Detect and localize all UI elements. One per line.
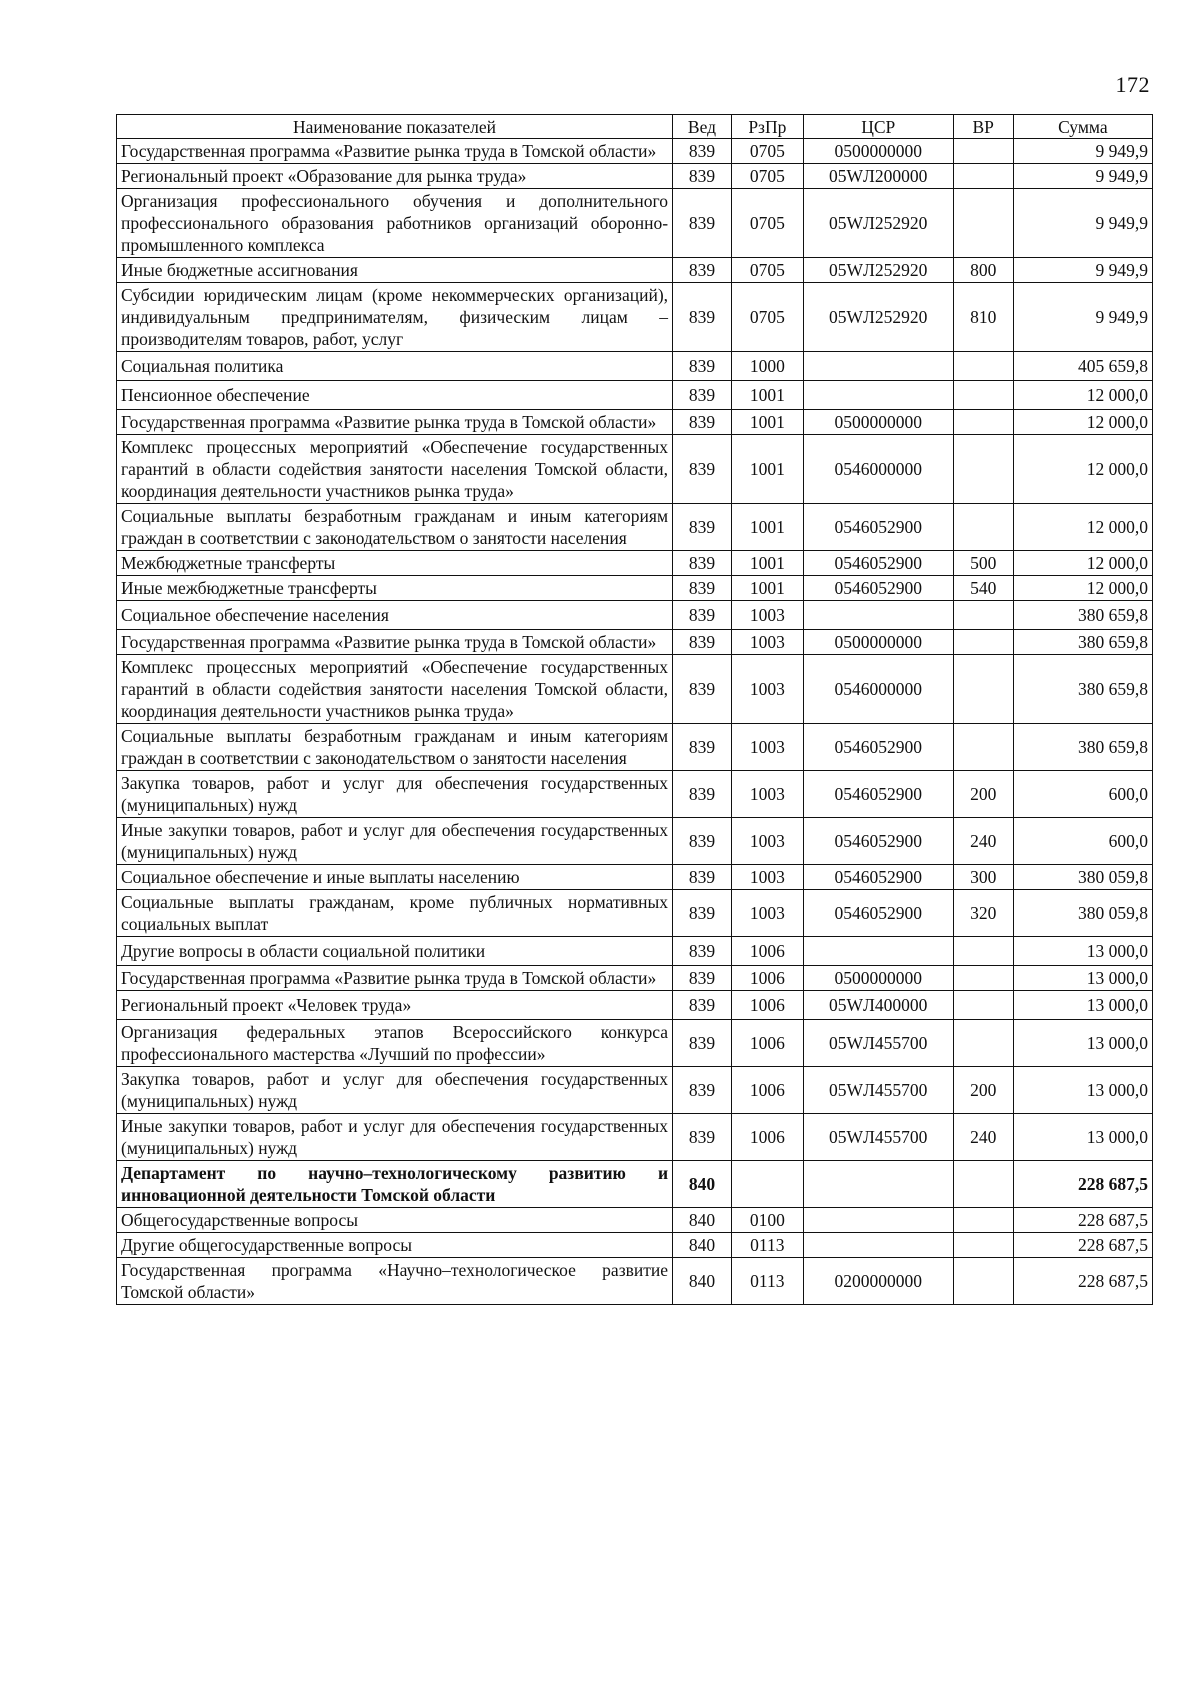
row-vr-cell — [953, 655, 1013, 724]
row-rzpr-cell — [731, 1161, 803, 1208]
row-csr-cell — [803, 381, 953, 410]
row-sum-cell: 9 949,9 — [1013, 189, 1152, 258]
row-ved-cell: 839 — [673, 771, 732, 818]
row-sum-cell: 380 059,8 — [1013, 865, 1152, 890]
row-sum-cell: 405 659,8 — [1013, 352, 1152, 381]
row-name-cell: Департамент по научно–технологическому развитию и инновационной деятельности Томской области — [117, 1161, 673, 1208]
row-csr-cell: 0500000000 — [803, 410, 953, 435]
row-vr-cell — [953, 410, 1013, 435]
row-rzpr-cell: 1003 — [731, 601, 803, 630]
row-vr-cell — [953, 139, 1013, 164]
row-sum-cell: 13 000,0 — [1013, 937, 1152, 966]
table-row — [117, 1114, 1153, 1161]
row-sum-cell: 228 687,5 — [1013, 1258, 1152, 1305]
row-vr-cell: 240 — [953, 818, 1013, 865]
row-sum-cell: 228 687,5 — [1013, 1208, 1152, 1233]
row-ved-cell: 839 — [673, 1067, 732, 1114]
table-row — [117, 1020, 1153, 1067]
table-row — [117, 164, 1153, 189]
row-vr-cell — [953, 991, 1013, 1020]
row-name-cell: Государственная программа «Научно–технологическое развитие Томской области» — [117, 1258, 673, 1305]
row-rzpr-cell: 1001 — [731, 381, 803, 410]
table-row — [117, 504, 1153, 551]
row-vr-cell — [953, 352, 1013, 381]
table-row — [117, 258, 1153, 283]
row-name-cell: Закупка товаров, работ и услуг для обеспечения государственных (муниципальных) нужд — [117, 771, 673, 818]
row-csr-cell — [803, 1233, 953, 1258]
row-ved-cell: 839 — [673, 630, 732, 655]
row-vr-cell: 200 — [953, 771, 1013, 818]
row-rzpr-cell: 1006 — [731, 1114, 803, 1161]
row-sum-cell: 12 000,0 — [1013, 551, 1152, 576]
row-name-cell: Субсидии юридическим лицам (кроме некоммерческих организаций), индивидуальным предпринимателям, физическим лицам – производителям товаров, работ, услуг — [117, 283, 673, 352]
row-sum-cell: 12 000,0 — [1013, 576, 1152, 601]
row-name-cell: Межбюджетные трансферты — [117, 551, 673, 576]
row-csr-cell: 05WЛ200000 — [803, 164, 953, 189]
table-row — [117, 1233, 1153, 1258]
row-csr-cell: 0546052900 — [803, 504, 953, 551]
row-rzpr-cell: 1006 — [731, 1020, 803, 1067]
row-vr-cell: 800 — [953, 258, 1013, 283]
row-csr-cell: 0200000000 — [803, 1258, 953, 1305]
row-csr-cell: 0500000000 — [803, 966, 953, 991]
row-vr-cell: 300 — [953, 865, 1013, 890]
row-csr-cell: 0546052900 — [803, 865, 953, 890]
table-row — [117, 352, 1153, 381]
row-rzpr-cell: 0705 — [731, 258, 803, 283]
row-sum-cell: 13 000,0 — [1013, 1020, 1152, 1067]
row-sum-cell: 380 059,8 — [1013, 890, 1152, 937]
row-sum-cell: 13 000,0 — [1013, 966, 1152, 991]
row-rzpr-cell: 1006 — [731, 1067, 803, 1114]
row-name-cell: Пенсионное обеспечение — [117, 381, 673, 410]
row-rzpr-cell: 1003 — [731, 724, 803, 771]
table-row — [117, 1067, 1153, 1114]
row-csr-cell: 05WЛ252920 — [803, 283, 953, 352]
row-rzpr-cell: 1001 — [731, 504, 803, 551]
column-header-sum: Сумма — [1013, 115, 1152, 139]
row-sum-cell: 600,0 — [1013, 818, 1152, 865]
row-sum-cell: 9 949,9 — [1013, 283, 1152, 352]
row-name-cell: Социальное обеспечение населения — [117, 601, 673, 630]
row-ved-cell: 839 — [673, 1114, 732, 1161]
row-csr-cell — [803, 601, 953, 630]
table-row — [117, 724, 1153, 771]
table-row — [117, 576, 1153, 601]
row-ved-cell: 839 — [673, 724, 732, 771]
row-ved-cell: 839 — [673, 189, 732, 258]
row-name-cell: Общегосударственные вопросы — [117, 1208, 673, 1233]
row-csr-cell: 0546052900 — [803, 576, 953, 601]
row-ved-cell: 839 — [673, 381, 732, 410]
row-name-cell: Организация профессионального обучения и дополнительного профессионального образования работников организаций оборонно-промышленного комплекса — [117, 189, 673, 258]
row-csr-cell: 0500000000 — [803, 139, 953, 164]
row-csr-cell: 05WЛ455700 — [803, 1114, 953, 1161]
row-vr-cell: 540 — [953, 576, 1013, 601]
row-ved-cell: 839 — [673, 1020, 732, 1067]
row-sum-cell: 12 000,0 — [1013, 381, 1152, 410]
table-row — [117, 771, 1153, 818]
row-rzpr-cell: 1003 — [731, 771, 803, 818]
row-ved-cell: 839 — [673, 601, 732, 630]
row-vr-cell — [953, 504, 1013, 551]
row-rzpr-cell: 1006 — [731, 937, 803, 966]
row-ved-cell: 839 — [673, 352, 732, 381]
row-rzpr-cell: 1003 — [731, 655, 803, 724]
row-ved-cell: 839 — [673, 991, 732, 1020]
row-sum-cell: 9 949,9 — [1013, 139, 1152, 164]
row-ved-cell: 839 — [673, 576, 732, 601]
row-vr-cell: 500 — [953, 551, 1013, 576]
table-row — [117, 410, 1153, 435]
row-csr-cell: 05WЛ455700 — [803, 1020, 953, 1067]
row-ved-cell: 839 — [673, 818, 732, 865]
row-csr-cell: 05WЛ252920 — [803, 189, 953, 258]
row-vr-cell — [953, 164, 1013, 189]
row-vr-cell — [953, 381, 1013, 410]
row-vr-cell: 320 — [953, 890, 1013, 937]
row-csr-cell: 0546000000 — [803, 435, 953, 504]
table-row — [117, 1208, 1153, 1233]
row-sum-cell: 380 659,8 — [1013, 601, 1152, 630]
row-ved-cell: 840 — [673, 1233, 732, 1258]
row-name-cell: Комплекс процессных мероприятий «Обеспечение государственных гарантий в области содействия занятости населения Томской области, координация деятельности участников рынка труда» — [117, 435, 673, 504]
row-name-cell: Региональный проект «Человек труда» — [117, 991, 673, 1020]
row-ved-cell: 840 — [673, 1258, 732, 1305]
row-sum-cell: 380 659,8 — [1013, 630, 1152, 655]
row-name-cell: Государственная программа «Развитие рынка труда в Томской области» — [117, 139, 673, 164]
row-rzpr-cell: 1001 — [731, 576, 803, 601]
row-sum-cell: 9 949,9 — [1013, 258, 1152, 283]
row-name-cell: Социальные выплаты гражданам, кроме публичных нормативных социальных выплат — [117, 890, 673, 937]
row-name-cell: Государственная программа «Развитие рынка труда в Томской области» — [117, 966, 673, 991]
row-vr-cell — [953, 630, 1013, 655]
row-rzpr-cell: 1003 — [731, 818, 803, 865]
row-csr-cell: 0546052900 — [803, 890, 953, 937]
row-vr-cell — [953, 937, 1013, 966]
row-sum-cell: 380 659,8 — [1013, 655, 1152, 724]
row-rzpr-cell: 0705 — [731, 189, 803, 258]
row-rzpr-cell: 1003 — [731, 865, 803, 890]
table-row — [117, 865, 1153, 890]
page-number: 172 — [1115, 72, 1150, 97]
row-csr-cell — [803, 937, 953, 966]
row-ved-cell: 839 — [673, 283, 732, 352]
budget-table — [116, 114, 1153, 1305]
row-rzpr-cell: 1003 — [731, 630, 803, 655]
row-vr-cell — [953, 1233, 1013, 1258]
row-vr-cell — [953, 601, 1013, 630]
row-name-cell: Социальные выплаты безработным гражданам и иным категориям граждан в соответствии с законодательством о занятости населения — [117, 504, 673, 551]
table-row — [117, 818, 1153, 865]
row-vr-cell — [953, 189, 1013, 258]
row-csr-cell: 05WЛ455700 — [803, 1067, 953, 1114]
column-header-vr: ВР — [953, 115, 1013, 139]
row-csr-cell: 0546000000 — [803, 655, 953, 724]
row-csr-cell: 0500000000 — [803, 630, 953, 655]
row-sum-cell: 228 687,5 — [1013, 1161, 1152, 1208]
row-ved-cell: 839 — [673, 164, 732, 189]
row-rzpr-cell: 0113 — [731, 1233, 803, 1258]
table-row — [117, 435, 1153, 504]
table-header-row — [117, 115, 1153, 139]
row-name-cell: Иные закупки товаров, работ и услуг для обеспечения государственных (муниципальных) нужд — [117, 1114, 673, 1161]
row-rzpr-cell: 0113 — [731, 1258, 803, 1305]
row-sum-cell: 13 000,0 — [1013, 991, 1152, 1020]
row-ved-cell: 839 — [673, 258, 732, 283]
row-csr-cell — [803, 352, 953, 381]
row-csr-cell — [803, 1161, 953, 1208]
row-vr-cell: 240 — [953, 1114, 1013, 1161]
row-rzpr-cell: 0100 — [731, 1208, 803, 1233]
row-sum-cell: 13 000,0 — [1013, 1114, 1152, 1161]
column-header-ved: Вед — [673, 115, 732, 139]
table-row — [117, 630, 1153, 655]
row-name-cell: Другие общегосударственные вопросы — [117, 1233, 673, 1258]
row-ved-cell: 839 — [673, 966, 732, 991]
row-name-cell: Комплекс процессных мероприятий «Обеспечение государственных гарантий в области содействия занятости населения Томской области, координация деятельности участников рынка труда» — [117, 655, 673, 724]
row-name-cell: Социальное обеспечение и иные выплаты населению — [117, 865, 673, 890]
row-sum-cell: 9 949,9 — [1013, 164, 1152, 189]
row-csr-cell: 0546052900 — [803, 551, 953, 576]
row-ved-cell: 839 — [673, 410, 732, 435]
table-row — [117, 601, 1153, 630]
table-row — [117, 283, 1153, 352]
row-csr-cell: 0546052900 — [803, 771, 953, 818]
row-name-cell: Иные межбюджетные трансферты — [117, 576, 673, 601]
row-ved-cell: 839 — [673, 890, 732, 937]
row-csr-cell: 0546052900 — [803, 818, 953, 865]
row-rzpr-cell: 1001 — [731, 551, 803, 576]
column-header-csr: ЦСР — [803, 115, 953, 139]
row-vr-cell: 200 — [953, 1067, 1013, 1114]
row-ved-cell: 839 — [673, 551, 732, 576]
row-rzpr-cell: 1003 — [731, 890, 803, 937]
table-row — [117, 551, 1153, 576]
row-sum-cell: 13 000,0 — [1013, 1067, 1152, 1114]
row-name-cell: Иные бюджетные ассигнования — [117, 258, 673, 283]
row-vr-cell — [953, 724, 1013, 771]
row-name-cell: Социальные выплаты безработным гражданам и иным категориям граждан в соответствии с законодательством о занятости населения — [117, 724, 673, 771]
row-rzpr-cell: 0705 — [731, 164, 803, 189]
row-csr-cell: 05WЛ252920 — [803, 258, 953, 283]
row-rzpr-cell: 0705 — [731, 283, 803, 352]
row-vr-cell — [953, 966, 1013, 991]
row-sum-cell: 228 687,5 — [1013, 1233, 1152, 1258]
table-row — [117, 381, 1153, 410]
row-vr-cell — [953, 435, 1013, 504]
row-rzpr-cell: 1001 — [731, 410, 803, 435]
row-csr-cell: 0546052900 — [803, 724, 953, 771]
row-ved-cell: 839 — [673, 937, 732, 966]
row-vr-cell: 810 — [953, 283, 1013, 352]
row-sum-cell: 12 000,0 — [1013, 504, 1152, 551]
row-ved-cell: 839 — [673, 504, 732, 551]
row-name-cell: Государственная программа «Развитие рынка труда в Томской области» — [117, 410, 673, 435]
row-ved-cell: 839 — [673, 865, 732, 890]
row-ved-cell: 839 — [673, 435, 732, 504]
row-rzpr-cell: 1001 — [731, 435, 803, 504]
row-name-cell: Другие вопросы в области социальной политики — [117, 937, 673, 966]
table-row — [117, 1258, 1153, 1305]
row-name-cell: Государственная программа «Развитие рынка труда в Томской области» — [117, 630, 673, 655]
row-vr-cell — [953, 1020, 1013, 1067]
table-row — [117, 139, 1153, 164]
row-csr-cell: 05WЛ400000 — [803, 991, 953, 1020]
row-ved-cell: 840 — [673, 1208, 732, 1233]
row-name-cell: Социальная политика — [117, 352, 673, 381]
row-csr-cell — [803, 1208, 953, 1233]
table-row — [117, 189, 1153, 258]
row-rzpr-cell: 1000 — [731, 352, 803, 381]
row-sum-cell: 12 000,0 — [1013, 410, 1152, 435]
row-vr-cell — [953, 1258, 1013, 1305]
row-ved-cell: 839 — [673, 139, 732, 164]
column-header-rzpr: РзПр — [731, 115, 803, 139]
table-row — [117, 991, 1153, 1020]
row-name-cell: Организация федеральных этапов Всероссийского конкурса профессионального мастерства «Лучший по профессии» — [117, 1020, 673, 1067]
row-rzpr-cell: 1006 — [731, 966, 803, 991]
table-body — [117, 139, 1153, 1305]
row-vr-cell — [953, 1161, 1013, 1208]
row-vr-cell — [953, 1208, 1013, 1233]
row-rzpr-cell: 0705 — [731, 139, 803, 164]
table-row — [117, 890, 1153, 937]
row-rzpr-cell: 1006 — [731, 991, 803, 1020]
table-row — [117, 937, 1153, 966]
row-sum-cell: 12 000,0 — [1013, 435, 1152, 504]
table-row — [117, 655, 1153, 724]
table-row — [117, 966, 1153, 991]
row-sum-cell: 600,0 — [1013, 771, 1152, 818]
row-sum-cell: 380 659,8 — [1013, 724, 1152, 771]
row-name-cell: Иные закупки товаров, работ и услуг для обеспечения государственных (муниципальных) нужд — [117, 818, 673, 865]
row-name-cell: Региональный проект «Образование для рынка труда» — [117, 164, 673, 189]
table-row — [117, 1161, 1153, 1208]
row-name-cell: Закупка товаров, работ и услуг для обеспечения государственных (муниципальных) нужд — [117, 1067, 673, 1114]
row-ved-cell: 839 — [673, 655, 732, 724]
row-ved-cell: 840 — [673, 1161, 732, 1208]
column-header-name: Наименование показателей — [117, 115, 673, 139]
